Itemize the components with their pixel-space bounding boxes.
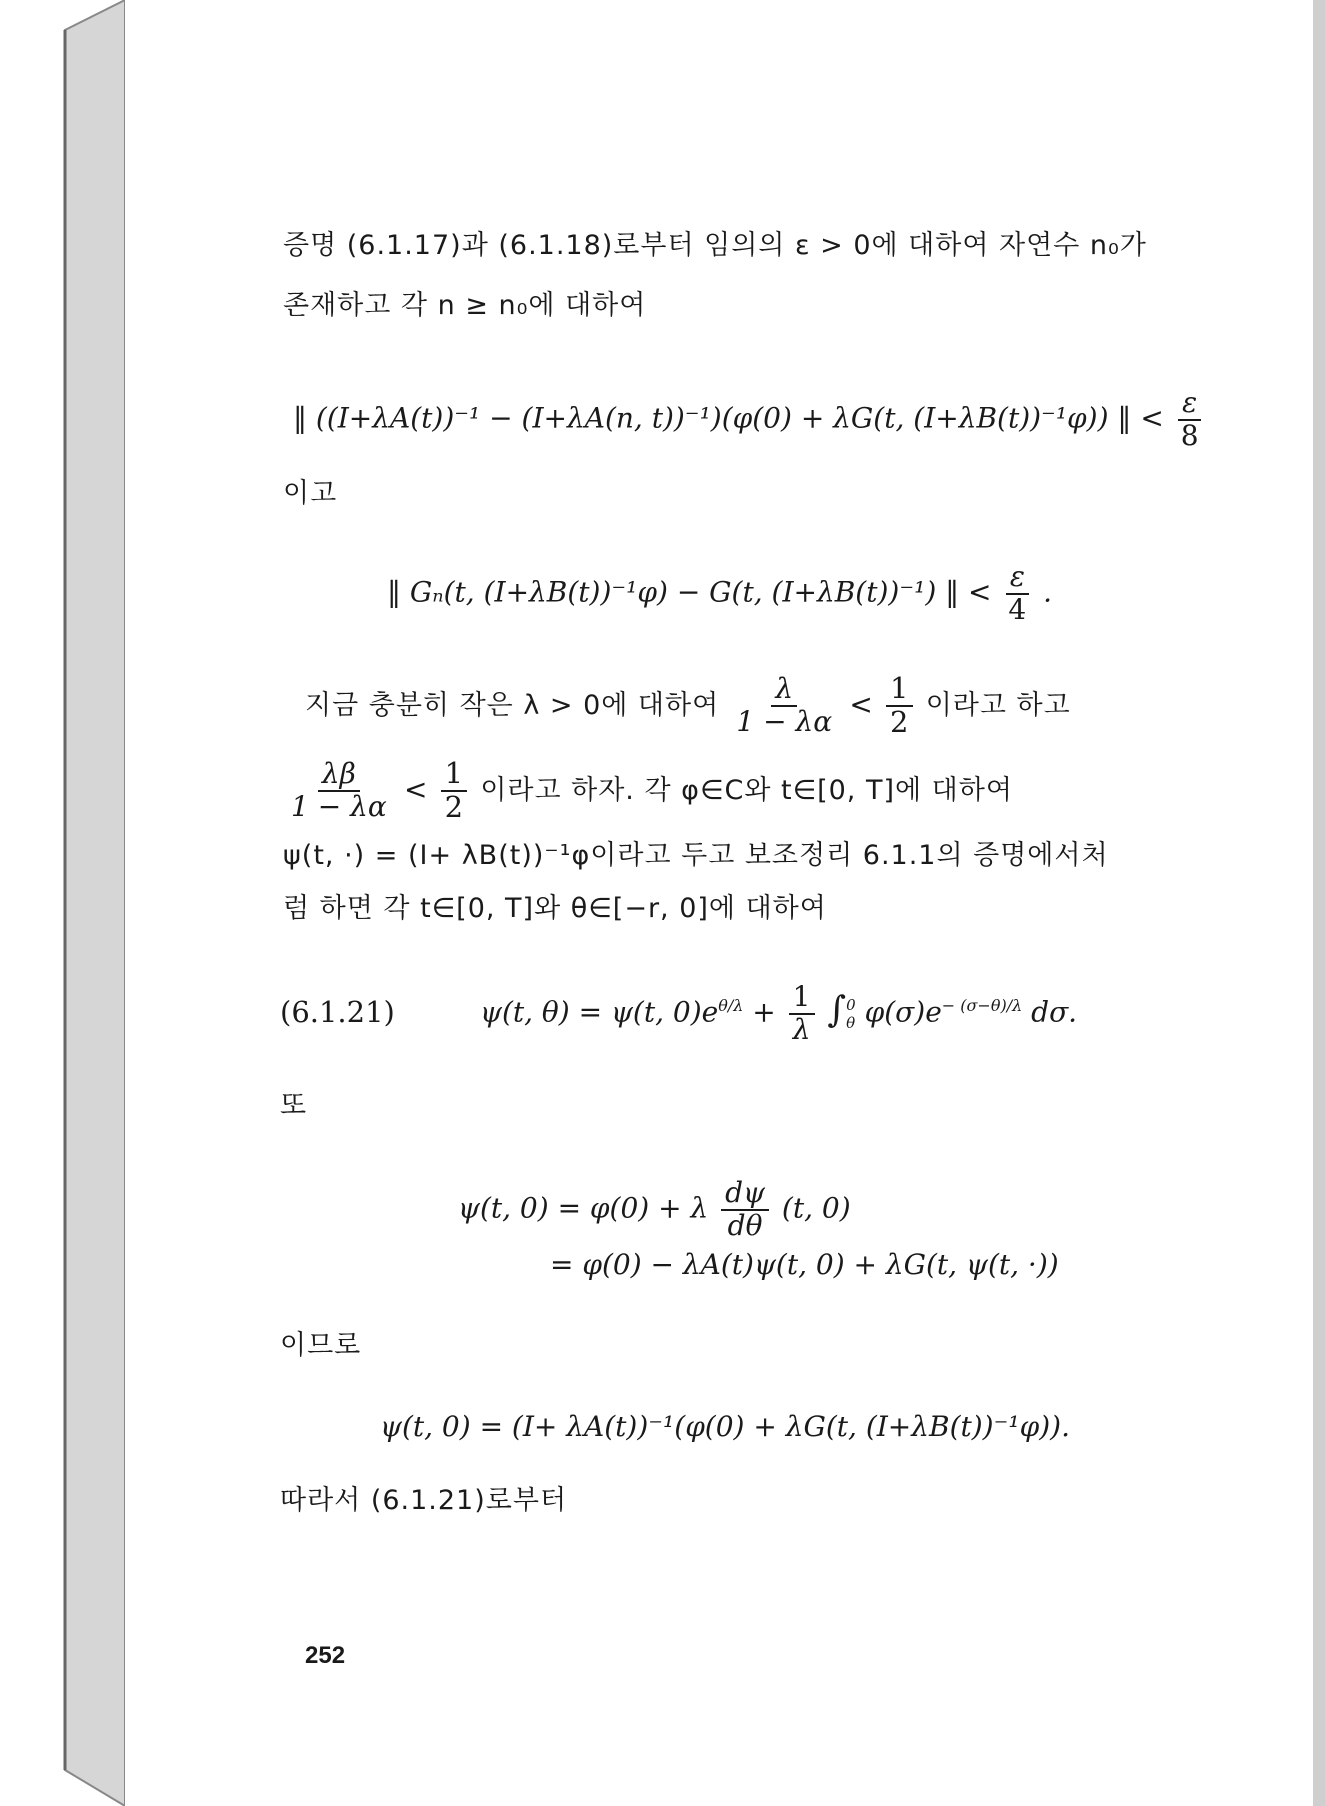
para3-fraction-half	[441, 758, 467, 824]
eq3-part-b: φ(σ)e	[864, 995, 942, 1029]
eq4-fraction	[721, 1178, 769, 1242]
equation-5: ψ(t, 0) = (I+ λA(t))⁻¹(φ(0) + λG(t, (I+λB(t))⁻¹φ)).	[380, 1410, 1070, 1443]
eq3-integral-lower: θ	[846, 1013, 856, 1032]
word-tto: 또	[280, 1090, 308, 1121]
proof-intro-line: 증명 (6.1.17)과 (6.1.18)로부터 임의의 ε > 0에 대하여 자연수 n₀가	[283, 230, 1147, 261]
eq3-plus: +	[752, 995, 776, 1029]
para3-half-num: 1	[441, 758, 467, 792]
eq1-fraction	[1177, 388, 1203, 452]
para2-text-b: 이라고 하고	[925, 689, 1071, 721]
equation-1	[293, 388, 1207, 452]
para3-frac-den: 1 − λα	[291, 789, 387, 823]
eq2-fraction	[1004, 562, 1030, 626]
para2-fraction-half	[886, 673, 912, 739]
eq2-numerator: ε	[1006, 562, 1029, 595]
eq1-denominator: 8	[1180, 418, 1199, 452]
page	[125, 0, 1313, 1806]
para2-fraction-lambda	[732, 674, 836, 738]
eq3-fraction	[789, 982, 815, 1046]
eq2-period: .	[1043, 575, 1053, 609]
eq3-integral-sign: ∫	[827, 989, 847, 1031]
para2-half-den: 2	[890, 704, 909, 739]
eq1-numerator: ε	[1178, 388, 1201, 421]
word-imeuro: 이므로	[280, 1330, 362, 1361]
paragraph-3	[283, 758, 1013, 824]
eq3-frac-den: λ	[792, 1012, 811, 1046]
eq4-part-b: (t, 0)	[781, 1191, 851, 1225]
equation-2	[387, 562, 1052, 626]
para3-less-than: <	[403, 772, 428, 806]
eq2-denominator: 4	[1008, 592, 1027, 626]
para2-frac1-num: λ	[771, 674, 797, 707]
para3-half-den: 2	[444, 789, 464, 824]
para2-half-num: 1	[886, 673, 912, 707]
final-line: 따라서 (6.1.21)로부터	[280, 1485, 568, 1516]
eq3-part-a: ψ(t, θ) = ψ(t, 0)e	[480, 995, 719, 1029]
eq3-exponent-2: − (σ−θ)/λ	[941, 995, 1023, 1015]
eq4-frac-den: dθ	[727, 1208, 763, 1242]
paragraph-2	[305, 673, 1071, 739]
para3-fraction-lambda-beta	[287, 759, 391, 823]
equation-label-6-1-21: (6.1.21)	[280, 995, 395, 1029]
para3-frac-num: λβ	[318, 759, 360, 792]
word-igo: 이고	[283, 478, 338, 509]
para2-less-than: <	[849, 687, 873, 721]
paragraph-5: 럼 하면 각 t∈[0, T]와 θ∈[−r, 0]에 대하여	[283, 893, 827, 924]
page-number: 252	[305, 1642, 346, 1669]
eq3-exponent-1: θ/λ	[718, 995, 744, 1015]
eq4-frac-num: dψ	[721, 1178, 769, 1211]
paragraph-4: ψ(t, ·) = (I+ λB(t))⁻¹φ이라고 두고 보조정리 6.1.1의 증명에서처	[283, 840, 1109, 871]
eq3-part-c: dσ.	[1031, 995, 1078, 1029]
proof-intro-line-2: 존재하고 각 n ≥ n₀에 대하여	[283, 290, 647, 321]
eq3-integral-upper: 0	[846, 995, 856, 1014]
eq1-lhs: ‖ ((I+λA(t))⁻¹ − (I+λA(n, t))⁻¹)(φ(0) + λG(t, (I+λB(t))⁻¹φ)) ‖ <	[293, 401, 1164, 435]
eq3-frac-num: 1	[789, 982, 815, 1015]
eq4-part-a: ψ(t, 0) = φ(0) + λ	[458, 1191, 709, 1225]
para2-text-a: 지금 충분히 작은 λ > 0에 대하여	[305, 689, 720, 721]
eq2-lhs: ‖ Gₙ(t, (I+λB(t))⁻¹φ) − G(t, (I+λB(t))⁻¹) ‖ <	[387, 575, 992, 609]
para2-frac1-den: 1 − λα	[736, 704, 833, 738]
equation-4-line-2: = φ(0) − λA(t)ψ(t, 0) + λG(t, ψ(t, ·))	[550, 1248, 1059, 1281]
equation-4-line-1	[458, 1178, 851, 1242]
para3-text: 이라고 하자. 각 φ∈C와 t∈[0, T]에 대하여	[480, 774, 1013, 806]
equation-3	[480, 982, 1077, 1046]
